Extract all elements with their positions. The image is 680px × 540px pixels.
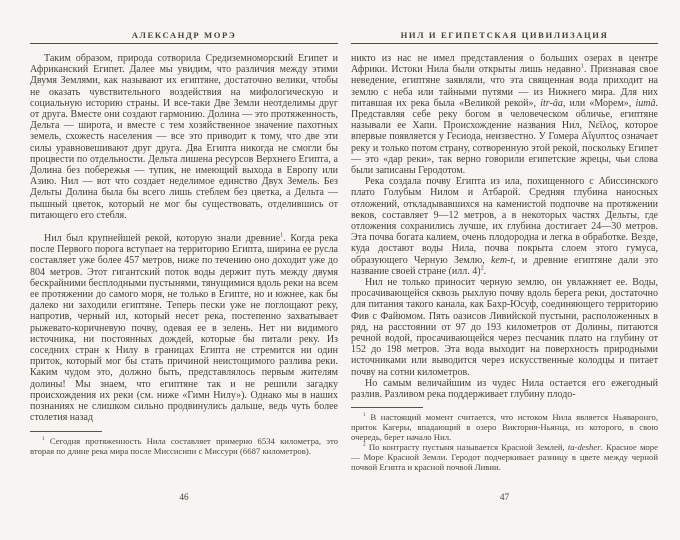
text-run: , и древние египтяне дали это название своей стране (илл. 4) [351,254,658,277]
italic-term: iumâ [635,97,656,109]
footnote-marker: 1 [580,62,584,70]
running-header-title: АЛЕКСАНДР МОРЭ [131,30,237,40]
footnote-marker: 2 [480,264,484,272]
footnote-marker: 1 [280,231,284,239]
header-rule [30,43,338,44]
text-run: , или «Морем», [562,97,636,109]
text-run: . [483,265,487,277]
footnote-separator [351,407,423,408]
left-page [30,30,338,512]
paragraph [30,233,338,423]
paragraph [30,53,338,221]
italic-term: kem-t [490,254,514,266]
page-body [30,53,338,424]
footnote [30,436,338,456]
footnote-separator [30,431,102,432]
footnote-marker: 1 [363,412,366,419]
footnote [351,412,658,442]
header-rule [351,43,658,44]
text-run: никто из нас не имел представления о больших озерах в центре Африки. Истоки Нила были открыты лишь недавно [351,53,658,76]
text-run: Река создала почву Египта из ила, похищенного с Абиссинского плато Голубым Нилом и Атбарой. Средняя глубина наносных отложений, откладывавшихся на каменистой подпочве на протяжении веков, составляет 9—12 метров, а в некоторых частях Дельты, где отложения сохранились лучше, их глубина достигает 24—30 метров. Эта почва богата калием, очень плодородна и легка в обработке. Везде, куда достают воды Нила, почва покрыта слоем этого гумуса, образующего Черную Землю, [351,176,658,266]
italic-term: itr-âa [540,97,563,109]
text-run: . Красное море — Море Красной Земли. Геродот подчеркивает разницу в цвете между черной почвой Египта и красной почвой Ливии. [351,442,658,473]
text-run: В настоящий момент считается, что истоком Нила является Ньяваронго, приток Кагеры, впадающий в озеро Виктория-Ньянца, из которого, в свою очередь, берет начало Нил. [351,412,658,443]
paragraph [351,378,658,400]
text-run: Сегодня протяженность Нила составляет примерно 6534 километра, это вторая по длине река мира после Миссисипи с Миссури (6687 километров). [30,435,338,456]
text-run: Но самым величайшим из чудес Нила остается его ежегодный разлив. Разливом река поддерживает глубину плодо- [351,377,658,401]
footnote-marker: 1 [42,435,45,442]
right-page [351,30,658,512]
paragraph [351,176,658,277]
text-run: . Представляя себе реку богом в человеческом обличье, египтяне называли ее Хапи. Происхождение названия Нил, Νεῖλος, которое впервые появляется у Гесиода, неизвестно. У Гомера Αἴγυπτος означает реку и только потом страну, сотворенную этой рекой, поскольку Египет — это «дар реки», так верно говорили египетские жрецы, чьи слова были записаны Геродотом. [351,97,658,177]
text-run: Таким образом, природа сотворила Средиземноморский Египет и Африканский Египет. Далее мы увидим, что различия между этими Двумя Землями, как называют их египтяне, достаточно велики, чтобы не оказать чувствительного воздействия на мифологическую и социальную историю страны. И все-таки Две Земли неотделимы друг от друга. Вместе они создают гармонию. Долина — это протяженность, Дельта — широта, и вместе с тем хозяйственное значение пахотных земель, схожесть населения — все это приводит к тому, что две эти силы уравновешивают друг друга. Два Египта никогда не смогли бы процвести по отдельности. Дельта лишена ресурсов Верхнего Египта, а Долина без побережья — тупик, не имеющий выхода в Европу или Азию. Нил — вот что создает неделимое единство Двух Земель. Без Дельты Долина была бы всего лишь стеблем без цветка, а Дельта — пышный цветок, который не мог бы существовать, отделившись от питающего его стебля. [30,53,338,221]
page-number: 47 [499,493,510,503]
footnote-marker: 2 [363,442,366,449]
running-header-right [351,30,658,44]
page-number: 46 [179,493,189,503]
footnotes [30,436,338,456]
running-header-title: НИЛ И ЕГИПЕТСКАЯ ЦИВИЛИЗАЦИЯ [400,30,609,40]
text-run: . Когда река после Первого порога вступает на территорию Египта, ширина ее русла составляет уже более 457 метров, ниже по течению оно доходит уже до 804 метров. Этот гигантский поток воды держит путь между двумя бескрайними бесплодными пустынями, тянущимися вдоль реки на всем ее протяжении до самого моря, не только в Египте, но и южнее, как бы далеко ни заходили египтяне. Теперь пески уже не поглощают реку, напротив, черный ил, который несет река, постепенно захватывает рыжевато-коричневую почву, одевая ее в зелень. Нет ни видимого источника, ни постоянных дождей, которые бы питали реку. Из соседних стран к Нилу в границах Египта не стремится ни один приток, который мог бы стать причиной неистощимого разлива реки. Каким чудом это, должно быть, представлялось первым жителям долины! Мы знаем, что египтяне так и не решили загадку происхождения их реки (см. ниже «Гимн Нилу»). Однако мы в наших познаниях не слишком сильно продвинулись дальше, ведь чуть более столетия назад [30,233,338,424]
text-run: . Признавая свое неведение, египтяне заявляли, что эта священная вода приходит на землю с неба или тайными путями — из Нижнего мира. Для них питавшая их река была «Великой рекой», [351,64,659,109]
text-run: Нил был крупнейшей рекой, которую знали древние [44,233,281,245]
footnotes [351,412,658,472]
text-run: Нил не только приносит черную землю, он увлажняет ее. Воды, просачивающейся сквозь рыхлую почву вдоль берега реки, достаточно для питания такого канала, как Бахр-Юсуф, соединяющего территорию Фив с Файюмом. Пять оазисов Ливийской пустыни, расположенных в ряд, на расстоянии от 97 до 193 километров от Долины, питаются речной водой, просачивающейся через песчаник плато на глубину от 152 до 198 метров. Эта вода выходит на поверхность природными источниками или выводится через искусственные колодцы и питает почву на сотни километров. [351,277,658,378]
text-run: По контрасту пустыня называется Красной Землей, [365,442,568,453]
paragraph [351,277,658,378]
paragraph [351,53,658,176]
italic-term: ta-desher [567,442,601,453]
footnote [351,442,658,472]
running-header-left [30,30,338,44]
page-body [351,53,658,400]
